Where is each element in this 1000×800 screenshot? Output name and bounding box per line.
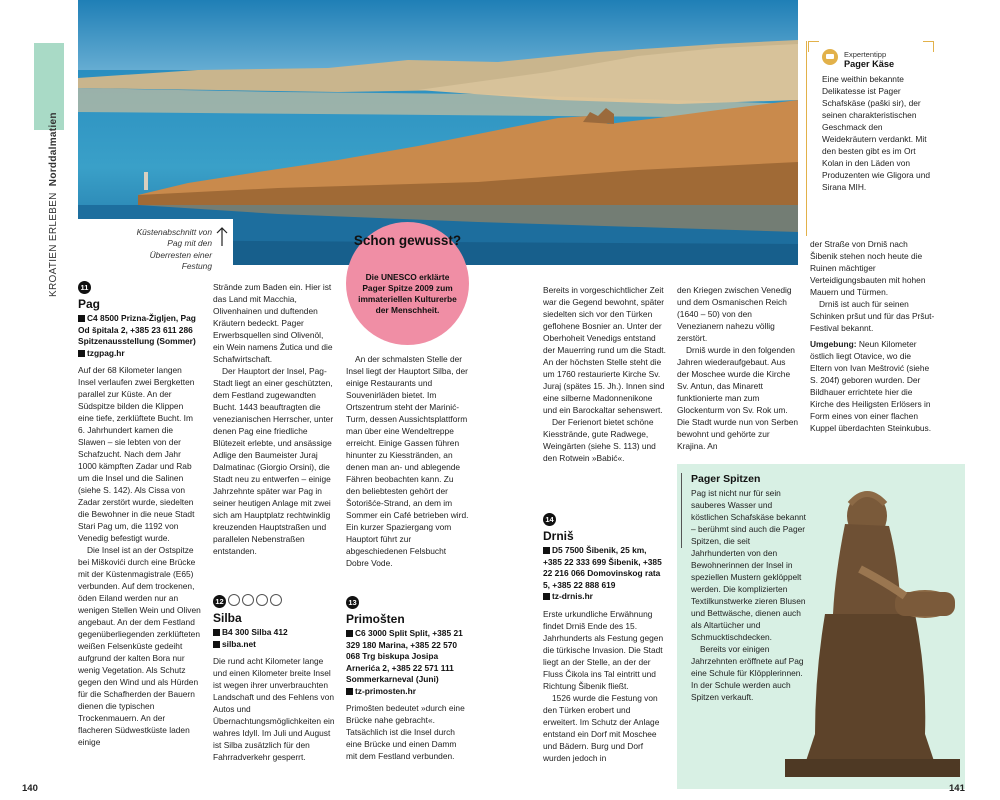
tip-divider: [806, 41, 807, 236]
drnis-continued-2: [810, 238, 935, 434]
tip-kicker: Expertentipp: [844, 50, 887, 59]
entry-number: 12: [213, 595, 226, 608]
pag-continued: [213, 281, 336, 557]
entry-number: 11: [78, 281, 91, 294]
page-number-right: 141: [949, 783, 965, 794]
pag-paragraph: Strände zum Baden ein. Hier ist das Land mit Macchia, Olivenhainen und duftenden Kräutern bedeckt. Pager Erwerbsquellen sind Olivenöl, ein Wein namens Žutica und die Schafwirtschaft.: [213, 282, 333, 364]
arrow-up-icon: [216, 227, 228, 247]
entry-web[interactable]: tzgpag.hr: [78, 348, 201, 360]
entry-title: Silba: [213, 611, 242, 625]
entry-title: Primošten: [346, 612, 405, 626]
lace-maker-statue-image: [775, 464, 965, 789]
drnis-paragraph: Drniš wurde in den folgenden Jahren wiederaufgebaut. Aus der Moschee wurde die Kirche Sv. Antun, das Minarett funktionierte man zum Glockenturm von Sv. Rok um. Die Stadt wurde nun von Serben bewohnt und gehörte zur Krajina. An: [677, 345, 799, 451]
drnis-continued: [677, 284, 799, 452]
amenity-icon: [256, 594, 268, 606]
silba-paragraph: Die rund acht Kilometer lange und einen Kilometer breite Insel ist wegen ihrer unverbrauchten Landschaft und des Fehlens von Autos und Übernachtungsmöglichkeiten ein wahres Idyll. Im Juli und August ist Silba zusätzlich für den Fahrradverkehr gesperrt.: [213, 656, 335, 762]
entry-number: 13: [346, 596, 359, 609]
silba-continued: [346, 353, 469, 569]
drnis-paragraph: der Straße von Drniš nach Šibenik stehen noch heute die Ruinen mächtiger Verteidigungsbauten mit hohen Mauern und Türmen.: [810, 239, 926, 297]
did-you-know-bubble: [346, 222, 469, 345]
entry-title: Pag: [78, 297, 101, 311]
entry-info: B4 300 Silba 412: [213, 627, 336, 639]
feature-rule: [681, 473, 682, 548]
entry-info: D5 7500 Šibenik, 25 km, +385 22 333 699 Šibenik, +385 22 216 066 Domovinskog rata 5, +385 22 888 619: [543, 545, 662, 590]
photo-caption-box: [78, 219, 233, 272]
lace-feature-box: [677, 464, 965, 789]
pag-entry: [78, 281, 201, 748]
map-icon: [213, 629, 220, 636]
tip-title: Pager Käse: [844, 59, 895, 69]
speech-bubble-icon: [822, 49, 838, 65]
section-label: KROATIEN ERLEBEN: [48, 192, 59, 297]
web-icon: [543, 593, 550, 600]
primosten-paragraph: Der Ferienort bietet schöne Kiesstrände, gute Radwege, Weingärten (siehe S. 113) und den Rotwein »Babić«.: [543, 417, 656, 463]
page-number-left: 140: [22, 783, 38, 794]
entry-title: Drniš: [543, 529, 574, 543]
entry-web[interactable]: tz-primosten.hr: [346, 686, 469, 698]
expert-tip-box: [808, 41, 934, 206]
map-icon: [78, 315, 85, 322]
map-icon: [543, 547, 550, 554]
primosten-paragraph: Bereits in vorgeschichtlicher Zeit war die Gegend bewohnt, später siedelten sich vor den Türken geflohene Bosnier an. Unter der Oberhoheit Venedigs entstand der Mauerring rund um die Stadt. An der höchsten Stelle steht die um 1760 restaurierte Kirche Sv. Juraj (spätes 15. Jh.). Innen sind eine silberne Madonnenikone und ein Barockaltar sehenswert.: [543, 285, 666, 415]
amenity-icon: [270, 594, 282, 606]
silba-entry: [213, 594, 336, 763]
pag-paragraph: Die Insel ist an der Ostspitze bei Miškovići durch eine Brücke mit der Küstenmagistrale (E65) verbunden. Auf dem trockenen, öden Eiland werden nur an wenigen Stellen Wein und Oliven angebaut. An der dem Festland gegenüberliegenden zerklüfteten weißen Felsenküste gedeiht aufgrund der kalten Bora nur wenig Vegetation. Als Schutz gegen den Wind und als Hürden für die Schafherden der Bauern dienen die typischen Trockenmauern. An der flacheren Südwestküste laden einige: [78, 545, 201, 747]
primosten-paragraph: Primošten bedeutet »durch eine Brücke nahe gebracht«. Tatsächlich ist die Insel durch eine Brücke und einen Damm mit dem Festland verbunden.: [346, 703, 465, 761]
entry-web[interactable]: silba.net: [213, 639, 336, 651]
amenity-icon: [228, 594, 240, 606]
amenity-icon: [242, 594, 254, 606]
tip-text: Eine weithin bekannte Delikatesse ist Pager Schafskäse (paški sir), der seinen charakteristischen Geschmack den Weidekräutern verdankt. Mit den besten gibt es im Ort Kolan in den Läden von Produzenten wie Gligora und Sirana MIH.: [822, 74, 931, 192]
web-icon: [78, 350, 85, 357]
bubble-title: Schon gewusst?: [353, 233, 462, 248]
drnis-entry: [543, 513, 666, 764]
entry-info: C4 8500 Prizna-Žiglјen, Pag Od špitala 2, +385 23 611 286 Spitzenausstellung (Sommer): [78, 313, 196, 346]
region-label: Norddalmatien: [48, 112, 59, 187]
web-icon: [346, 688, 353, 695]
photo-caption: Küstenabschnitt von Pag mit den Überresten einer Festung: [136, 227, 212, 272]
silba-paragraph: An der schmalsten Stelle der Insel liegt der Hauptort Silba, der einige Restaurants und Souvenirläden bietet. Im Ortszentrum steht der Marinić-Turm, dessen Aussichtsplattform man über eine Wendeltreppe erreicht. Einige Gassen führen hinunter zu Kiesstränden, an denen man an- und ablegende Fähren beobachten kann. Zu den beliebtesten gehört der Šotorišće-Strand, an dem im Sommer ein Café betrieben wird. Ein kurzer Spaziergang vom Hauptort führt zur abgeschiedenen Felsbucht Dobre Vode.: [346, 354, 469, 568]
pag-paragraph: Auf der 68 Kilometer langen Insel verlaufen zwei Bergketten parallel zur Küste. An der Südspitze bilden die Klippen eine tiefe, zerklüftete Bucht. Im 6. Jahrhundert kamen die Slawen – sie lebten von der Schafzucht. Nach dem Jahr 1000 kämpften Zadar und Rab um die Insel und die Salinen (siehe S. 142). Als Cissa von Zadar zerstört wurde, siedelten die Bewohner in die neue Stadt Stari Pag um, die 1192 von Venedig befestigt wurde.: [78, 365, 195, 543]
entry-web[interactable]: tz-drnis.hr: [543, 591, 666, 603]
map-icon: [346, 630, 353, 637]
bubble-text: Die UNESCO erklärte Pager Spitze 2009 zum immateriellen Kulturerbe der Menschheit.: [358, 272, 457, 315]
web-icon: [213, 641, 220, 648]
primosten-continued: [543, 284, 666, 464]
drnis-paragraph: Erste urkundliche Erwähnung findet Drniš Ende des 15. Jahrhunderts als Festung gegen die türkische Invasion. Die Stadt liegt an der Stelle, an der der Fluss Čikola ins Tal eintritt und Richtung Šibenik fließt.: [543, 608, 664, 691]
primosten-entry: [346, 596, 469, 762]
surroundings-paragraph: Umgebung: Neun Kilometer östlich liegt Otavice, wo die Eltern von Ivan Meštrović (siehe S. 204f) geboren wurden. Der Bildhauer errichtete hier die Kirche des Heiligsten Erlösers in Form eines von einer flachen Kuppel überdachten Steinkubus.: [810, 339, 932, 433]
pag-paragraph: Der Hauptort der Insel, Pag-Stadt liegt an einer geschützten, dem Festland zugewandten Bucht. 1443 beauftragten die venezianischen Herrscher, unter denen Pag eine friedliche Blütezeit erlebte, und ansässige Adlige den Baumeister Juraj Dalmatinac (Giorgio Orsini), die Stadt neu zu entwerfen – einige Jahrzehnte später war Pag in seiner heutigen Anlage mit zwei sich am Hauptplatz rechtwinklig kreuzenden Hauptstraßen und parallelen Nebenstraßen entstanden.: [213, 366, 334, 556]
drnis-paragraph: den Kriegen zwischen Venedig und dem Osmanischen Reich (1640 – 50) von den Venezianern nahezu völlig zerstört.: [677, 285, 792, 343]
feature-title: Pager Spitzen: [691, 473, 761, 485]
entry-number: 14: [543, 513, 556, 526]
drnis-paragraph: Drniš ist auch für seinen Schinken pršut und für das Pršut-Festival bekannt.: [810, 299, 935, 333]
feature-text: Pag ist nicht nur für sein sauberes Wasser und köstlichen Schafskäse bekannt – berühmt sind auch die Pager Spitzen, die seit Jahrhunderten von den Bewohnerinnen der Insel in speziellen Mustern geklöppelt werden. Die komplizierten Textilkunstwerke zieren Blusen und Bettwäsche, dienen auch als Altartücher und Schmucktischdecken. Bereits vor einigen Jahrzehnten eröffnete auf Pag eine Schule für Klöpplerinnen. In der Schule werden auch Spitzen verkauft.: [691, 488, 806, 702]
entry-info: C6 3000 Split Split, +385 21 329 180 Marina, +385 22 570 068 Trg biskupa Josipa Arnerića 2, +385 22 571 111 Sommerkarneval (Juni): [346, 628, 463, 684]
drnis-paragraph: 1526 wurde die Festung von den Türken erobert und erweitert. Im Schutz der Anlage entstand ein Dorf mit Moschee und Bädern. Burg und Dorf wurden jedoch in: [543, 692, 660, 763]
